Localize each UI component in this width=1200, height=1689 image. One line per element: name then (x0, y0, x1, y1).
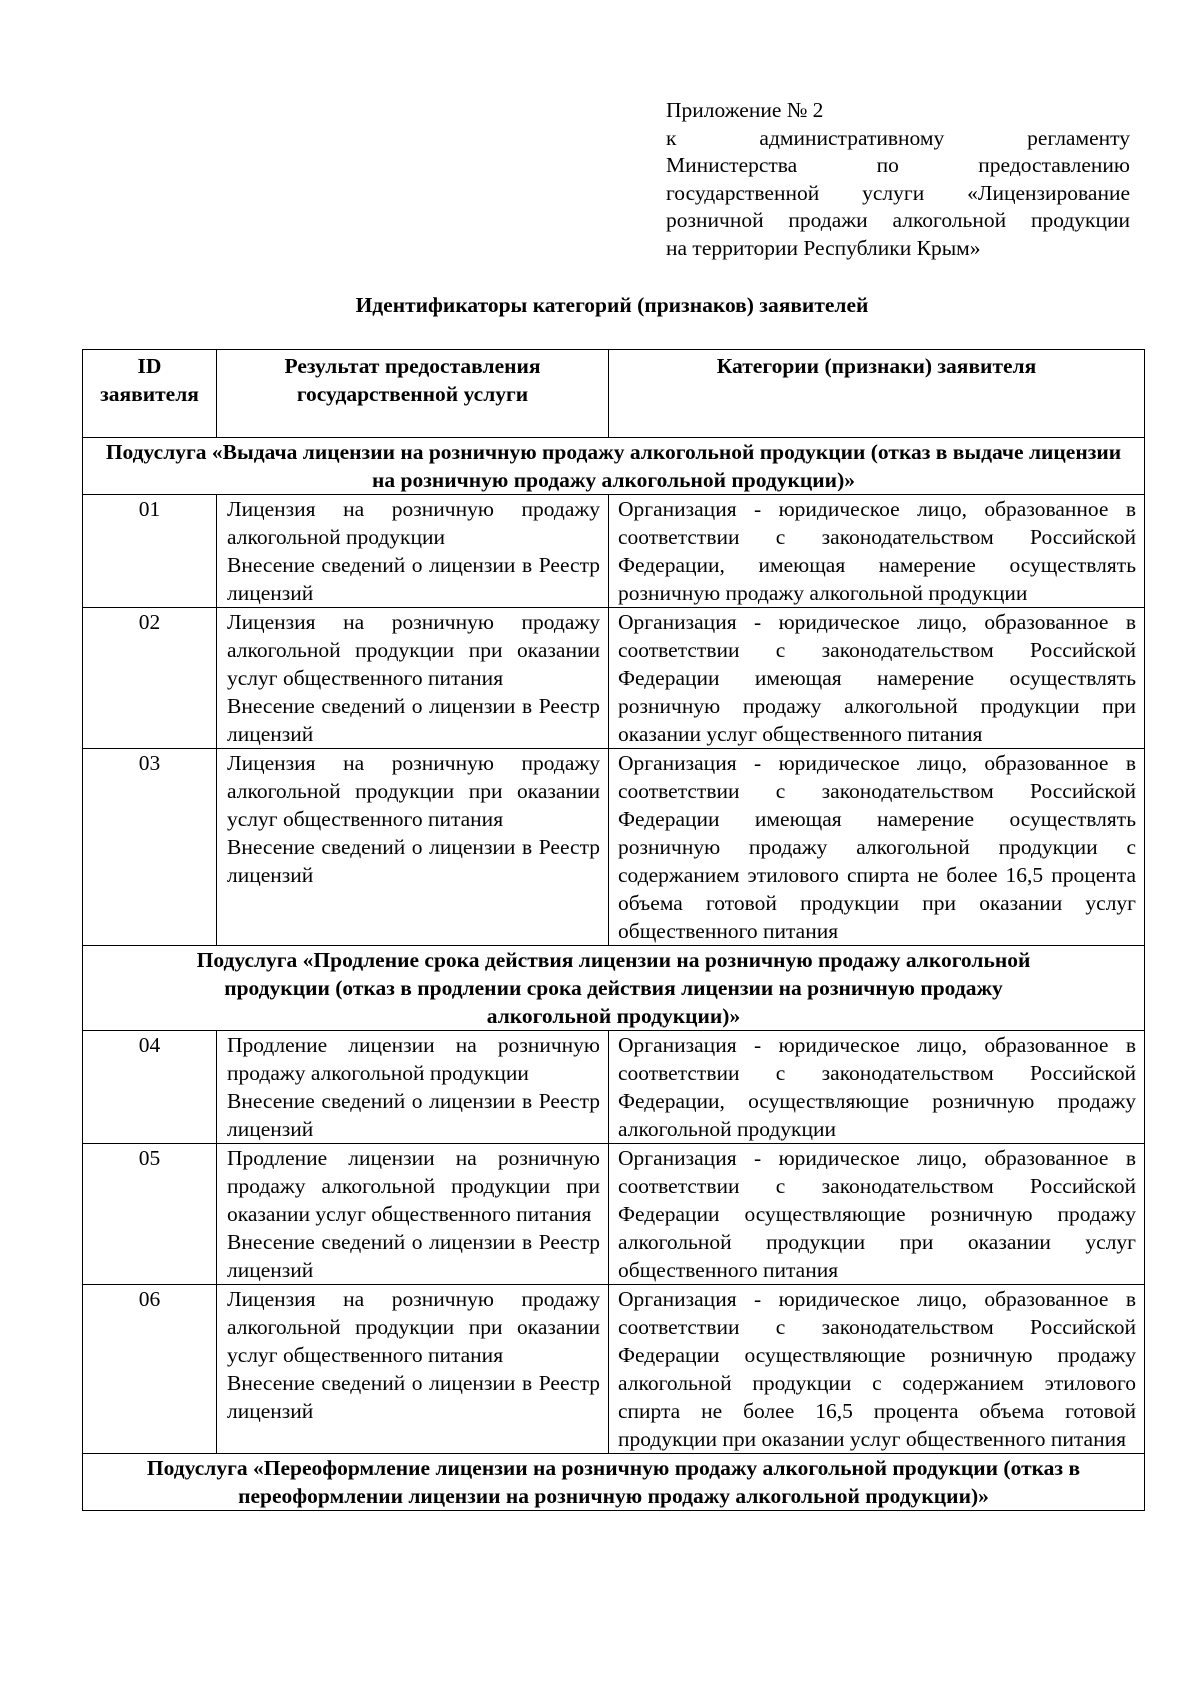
subservice-reissue: Подуслуга «Переоформление лицензии на розничную продажу алкогольной продукции (отказ в переоформлении лицензии на розничную продажу алкогольной продукции)» (83, 1454, 1145, 1511)
row-result-registry: Внесение сведений о лицензии в Реестр лицензий (227, 835, 600, 887)
row-id: 04 (83, 1031, 217, 1144)
row-result-registry: Внесение сведений о лицензии в Реестр лицензий (227, 1371, 600, 1423)
document-title: Идентификаторы категорий (признаков) заявителей (355, 293, 869, 317)
row-id: 06 (83, 1285, 217, 1454)
appendix-line-3: Министерства по предоставлению (666, 153, 1130, 177)
row-result-registry: Внесение сведений о лицензии в Реестр лицензий (227, 1230, 600, 1282)
row-result: Лицензия на розничную продажу алкогольной продукции при оказании услуг общественного питания (227, 610, 600, 690)
row-id: 03 (83, 749, 217, 946)
table-row (83, 1285, 1145, 1454)
row-category: Организация - юридическое лицо, образованное в соответствии с законодательством Российской Федерации, имеющая намерение осуществлять розничную продажу алкогольной продукции (618, 497, 1136, 605)
subservice-row-issuance (83, 438, 1145, 495)
row-id: 01 (83, 495, 217, 608)
table-row (83, 749, 1145, 946)
row-result: Лицензия на розничную продажу алкогольной продукции при оказании услуг общественного питания (227, 751, 600, 831)
row-category: Организация - юридическое лицо, образованное в соответствии с законодательством Российской Федерации, осуществляющие розничную продажу алкогольной продукции (618, 1033, 1136, 1141)
row-result-registry: Внесение сведений о лицензии в Реестр лицензий (227, 1089, 600, 1141)
subservice-row-extension (83, 946, 1145, 1031)
header-category: Категории (признаки) заявителя (609, 350, 1145, 438)
subservice-issuance: Подуслуга «Выдача лицензии на розничную продажу алкогольной продукции (отказ в выдаче лицензии на розничную продажу алкогольной продукции)» (83, 438, 1145, 495)
appendix-line-4: государственной услуги «Лицензирование (666, 180, 1130, 205)
row-id: 02 (83, 608, 217, 749)
row-result-registry: Внесение сведений о лицензии в Реестр лицензий (227, 553, 600, 605)
row-category: Организация - юридическое лицо, образованное в соответствии с законодательством Российской Федерации осуществляющие розничную продажу алкогольной продукции с содержанием этилового спирта не более 16,5 процента объема готовой продукции при оказании услуг общественного питания (618, 1287, 1136, 1451)
appendix-line-5: розничной продажи алкогольной продукции (666, 208, 1130, 232)
appendix-header (666, 97, 1130, 262)
applicant-categories-table (82, 349, 1145, 1511)
subservice-row-reissue (83, 1454, 1145, 1511)
table-row (83, 1031, 1145, 1144)
appendix-line-6: на территории Республики Крым» (666, 235, 981, 260)
row-result: Продление лицензии на розничную продажу алкогольной продукции (227, 1033, 600, 1085)
appendix-number: Приложение № 2 (666, 98, 824, 122)
row-id: 05 (83, 1144, 217, 1285)
subservice-extension: Подуслуга «Продление срока действия лицензии на розничную продажу алкогольной продукции (отказ в продлении срока действия лицензии на розничную продажу алкогольной продукции)» (83, 946, 1145, 1031)
row-category: Организация - юридическое лицо, образованное в соответствии с законодательством Российской Федерации осуществляющие розничную продажу алкогольной продукции при оказании услуг общественного питания (618, 1146, 1136, 1282)
row-result: Лицензия на розничную продажу алкогольной продукции при оказании услуг общественного питания (227, 1287, 600, 1367)
table-row (83, 495, 1145, 608)
header-result: Результат предоставления государственной услуги (217, 350, 609, 438)
table-header-row (83, 350, 1145, 438)
header-id: ID заявителя (83, 350, 217, 438)
table-row (83, 1144, 1145, 1285)
table-row (83, 608, 1145, 749)
row-result-registry: Внесение сведений о лицензии в Реестр лицензий (227, 694, 600, 746)
row-category: Организация - юридическое лицо, образованное в соответствии с законодательством Российской Федерации имеющая намерение осуществлять розничную продажу алкогольной продукции при оказании услуг общественного питания (618, 610, 1136, 746)
row-category: Организация - юридическое лицо, образованное в соответствии с законодательством Российской Федерации имеющая намерение осуществлять розничную продажу алкогольной продукции с содержанием этилового спирта не более 16,5 процента объема готовой продукции при оказании услуг общественного питания (618, 751, 1136, 943)
appendix-line-2: к административному регламенту (666, 125, 1130, 150)
row-result: Продление лицензии на розничную продажу алкогольной продукции при оказании услуг общественного питания (227, 1146, 600, 1226)
row-result: Лицензия на розничную продажу алкогольной продукции (227, 497, 600, 549)
